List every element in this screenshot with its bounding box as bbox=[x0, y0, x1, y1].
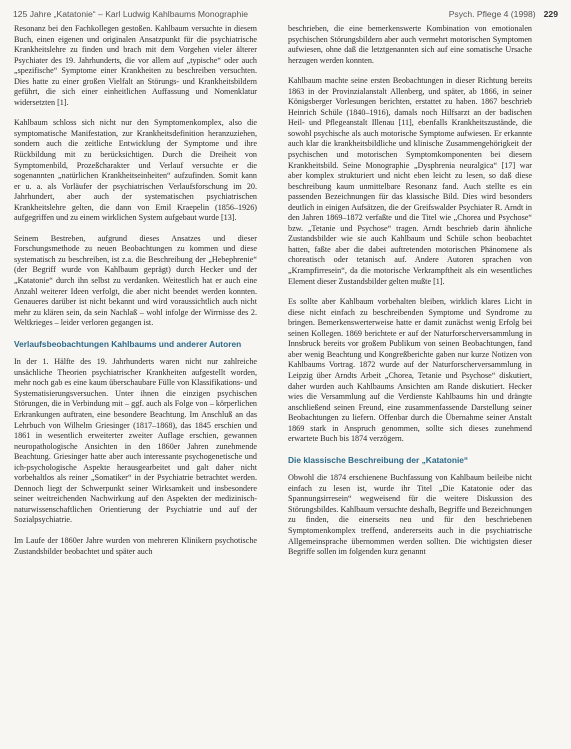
journal-citation: Psych. Pflege 4 (1998) bbox=[448, 9, 536, 19]
paragraph: beschrieben, die eine bemerkenswerte Kombination von emotionalen psychischen Störungsbildern aber auch vermehrt motorischen Symptomen aufwiesen, ohne daß die letztgenannten sich auf eine somatische Ursache herzugen werden konnten. bbox=[288, 24, 532, 65]
journal-info bbox=[449, 9, 558, 19]
left-column bbox=[14, 24, 257, 567]
paragraph: Resonanz bei den Fachkollegen gestoßen. Kahlbaum versuchte in diesem Buch, einen eigenen und originalen Ansatzpunkt für die psychiatrische Krankheitslehre zu finden und brach mit dem Vorgehen vieler älterer Psychiater des 19. Jahrhunderts, die vor allem auf „typische“ oder auch „spezifische“ Symptome einer Krankheiten zu beschreiben versuchten. Dies hatte zu einer großen Vielfalt an Störungs- und Krankheitsbildern geführt, die sich einer einheitlichen Auffassung und Nomenklatur widersetzten [1]. bbox=[14, 24, 257, 107]
page-number: 229 bbox=[543, 9, 558, 19]
paragraph: In der 1. Hälfte des 19. Jahrhunderts waren nicht nur zahlreiche unsächliche Theorien psychiatrischer Krankheiten aufgestellt worden, mehr noch gab es eine kaum überschaubare Fülle von Klassifikations- und Systematisierungsversuchen. Unter ihnen die einzigen psychischen Störungen, die in Verbindung mit – ggf. auch als Folge von – körperlichen Erkrankungen auftraten, eine besondere Beachtung. Im Anschluß an das Lehrbuch von Wilhelm Griesinger (1817–1868), das 1845 erschien und 1861 in wesentlich erweiterter zweiter Auflage erschien, gewannen neuropathologische Ansichten in den 1860er Jahren zunehmende Beachtung. Griesinger hatte aber auch interessante psychogenetische und ich-psychologische Aspekte herausgearbeitet und galt daher nicht vorbehaltlos als reiner „Somatiker“ in der Psychiatrie betrachtet werden. Dennoch liegt der Schwerpunkt seiner Wirksamkeit und insbesondere seiner weitreichenden Nachwirkung auf den Aspekten der medizinisch-naturwissenschaftlichen Orientierung der Psychiatrie und auf der Sozialpsychiatrie. bbox=[14, 357, 257, 525]
section-heading: Die klassische Beschreibung der „Katatonie“ bbox=[288, 454, 469, 465]
section-heading: Verlaufsbeobachtungen Kahlbaums und anderer Autoren bbox=[14, 338, 242, 349]
paragraph: Es sollte aber Kahlbaum vorbehalten bleiben, wirklich klares Licht in diese nicht einfach zu beschreibenden Symptome und Syndrome zu bringen. Bemerkenswerterweise hatte er damit zunächst wenig Erfolg bei seinen Kollegen. 1869 berichtete er auf der Naturforscherversammlung in Innsbruck bereits vor großem Publikum von seinen Beobachtungen, fand aber wenig Beachtung und Kongreßberichte gaben nur kurze Notizen von Kahlbaums Vortrag. 1872 wurde auf der Naturforscherversammlung in Leipzig über Arndts Arbeit „Chorea, Tetanie und Psychose“ diskutiert, daher wurden auch Kahlbaums Ansichten am Rande diskutiert. Hecker wies die Versammlung auf die Verdienste Kahlbaums hin und drängte anschließend seinen Freund, eine zusammenfassende Darstellung seiner Beobachtungen zu liefern. Offenbar durch die Übernahme seiner Anstalt 1869 stark in Anspruch genommen, sollte sich dieses zunehmend erwartete Buch bis 1874 verzögern. bbox=[288, 297, 532, 444]
running-header bbox=[13, 9, 558, 23]
running-title: 125 Jahre „Katatonie“ – Karl Ludwig Kahlbaums Monographie bbox=[13, 9, 249, 19]
paragraph: Im Laufe der 1860er Jahre wurden von mehreren Klinikern psychotische Zustandsbilder beobachtet und später auch bbox=[14, 536, 257, 556]
paragraph: Kahlbaum schloss sich nicht nur den Symptomenkomplex, also die symptomatische Manifestation, zur Krankheitsdefinition heranzuziehen, sondern auch die zeitliche Entwicklung der Symptome und ihre Rückbildung mit zu berücksichtigen. Durch die Dreiheit von Symptomenbild, Prozeßcharakter und Verlauf versuchte er die sogenannten „natürlichen Krankheitseinheiten“ aufzufinden. Somit kann er u. a. als Vorläufer der psychiatrischen Verlaufsforschung im 20. Jahrhundert, aber auch der systematischen psychiatrischen Krankheitslehre gelten, die dann von Emil Kraepelin (1856–1926) aufgegriffen und zu einem wirklichen System aufgebaut wurde [13]. bbox=[14, 118, 257, 223]
paragraph: Seinem Bestreben, aufgrund dieses Ansatzes und dieser Forschungsmethode zu neuen Beobachtungen zu kommen und diese systematisch zu beschreiben, ist z.a. die Beschreibung der „Hebephrenie“ (der Begriff wurde von Kahlbaum geprägt) durch Hecker und der „Katatonie“ durch ihn selbst zu verdanken. Weitestlich hat er auch eine Anzahl weiterer Ideen verfolgt, die aber nicht beendet werden konnten. Genaueres darüber ist nicht bekannt und wird voraussichtlich auch nicht mehr zu klären sein, da sein Nachlaß – wohl infolge der Wirrnisse des 2. Weltkrieges – leider verloren gegangen ist. bbox=[14, 233, 257, 328]
paragraph: Obwohl die 1874 erschienene Buchfassung von Kahlbaum beileibe nicht einfach zu lesen ist, wurde ihr Titel „Die Katatonie oder das Spannungsirresein“ wegweisend für die weitere Diskussion des Störungsbildes. Kahlbaum versuchte deshalb, Begriffe und Bezeichnungen zu finden, die einerseits neu und für den beschriebenen Symptomenkomplex treffend, andererseits auch in die psychiatrische Allgemeinsprache übernommen werden sollten. Die wichtigsten dieser Begriffe sollen im folgenden kurz genannt bbox=[288, 473, 532, 557]
paragraph: Kahlbaum machte seine ersten Beobachtungen in dieser Richtung bereits 1863 in der Provinzialanstalt Allenberg, und später, ab 1866, in seiner Königsberger Vorlesungen berichten, erstattet zu haben. 1867 beschrieb Heinrich Schüle (1840–1916), damals noch Hilfsarzt an der badischen Heil- und Pflegeanstalt Illenau [11], ebenfalls Krankheitszustände, die sowohl psychische als auch motorische Symptome aufwiesen. Er erkannte auch klar die krankheitsbildliche und klinische Zusammengehörigkeit der psychischen und motorischen Symptomkomponenten bei diesem Krankheitsbild. Seine Monographie „Dysphrenia neuralgica“ [17] war aber komplex strukturiert und nicht eben leicht zu lesen, so daß diese beschreibung kaum unmittelbare Resonanz fand. Auch stellte es ein passenden Bezeichnungen für das klassische Bild. Dies wird besonders deutlich in einigen Aufsätzen, die der Greifswalder Psychiater R. Arndt in den Jahren 1869–1872 verfaßte und die Titel wie „Chorea und Psychose“ bzw. „Tetanie und Psychose“ tragen. Arndt beschrieb darin ähnliche Zustandsbilder wie sie auch Kahlbaum und Schüle schon beobachtet hatten, faßte aber die dabei auftretenden motorischen Phänomene als choreatisch oder tetanisch auf. Andere Autoren sprachen von „Krampfirresein“, da die motorische Verkrampftheit als ein wesentliches Element dieser Zustandsbilder gelten mußte [1]. bbox=[288, 76, 532, 286]
right-column bbox=[288, 24, 532, 568]
